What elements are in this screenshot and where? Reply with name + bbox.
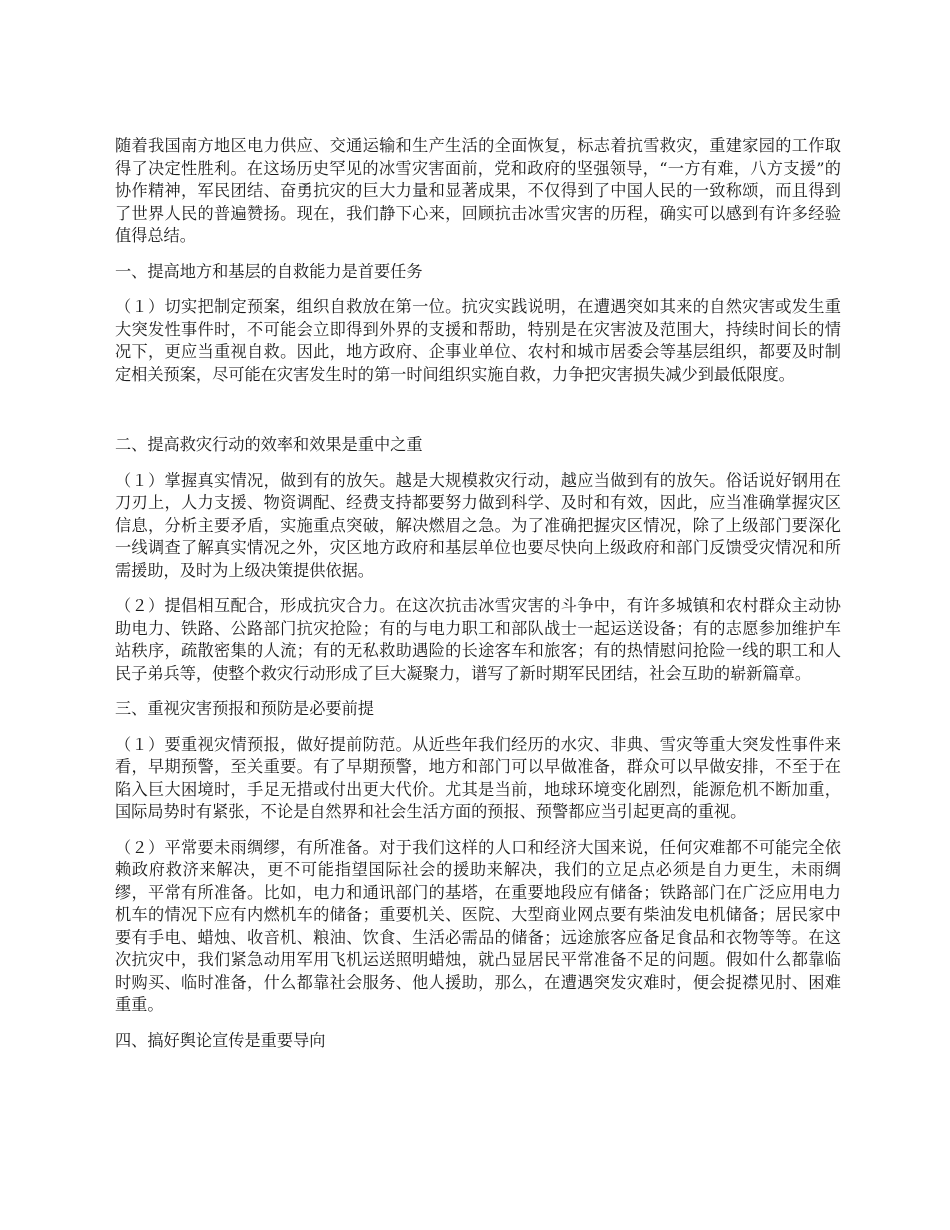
section-2-paragraph-1: （１）掌握真实情况，做到有的放矢。越是大规模救灾行动，越应当做到有的放矢。俗话说好钢用在刀刃上，人力支援、物资调配、经费支持都要努力做到科学、及时和有效，因此，应当准确掌握灾区信息，分析主要矛盾，实施重点突破，解决燃眉之急。为了准确把握灾区情况，除了上级部门要深化一线调查了解真实情况之外，灾区地方政府和基层单位也要尽快向上级政府和部门反馈受灾情况和所需援助，及时为上级决策提供依据。: [115, 470, 841, 580]
section-heading-1: 一、提高地方和基层的自救能力是首要任务: [115, 261, 423, 281]
section-2-paragraph-2: （２）提倡相互配合，形成抗灾合力。在这次抗击冰雪灾害的斗争中，有许多城镇和农村群众主动协助电力、铁路、公路部门抗灾抢险；有的与电力职工和部队战士一起运送设备；有的志愿参加维护车站秩序，疏散密集的人流；有的无私救助遇险的长途客车和旅客；有的热情慰问抢险一线的职工和人民子弟兵等，使整个救灾行动形成了巨大凝聚力，谱写了新时期军民团结，社会互助的崭新篇章。: [115, 596, 841, 683]
intro-paragraph: 随着我国南方地区电力供应、交通运输和生产生活的全面恢复，标志着抗雪救灾，重建家园的工作取得了决定性胜利。在这场历史罕见的冰雪灾害面前，党和政府的坚强领导，“一方有难，八方支援”的协作精神，军民团结、奋勇抗灾的巨大力量和显著成果，不仅得到了中国人民的一致称颂，而且得到了世界人民的普遍赞扬。现在，我们静下心来，回顾抗击冰雪灾害的历程，确实可以感到有许多经验值得总结。: [115, 136, 841, 245]
document-body: [115, 135, 841, 1065]
section-heading-3: 三、重视灾害预报和预防是必要前提: [115, 699, 374, 718]
section-1-paragraph-1: （１）切实把制定预案，组织自救放在第一位。抗灾实践说明，在遭遇突如其来的自然灾害或发生重大突发性事件时，不可能会立即得到外界的支援和帮助，特别是在灾害波及范围大，持续时间长的情况下，更应当重视自救。因此，地方政府、企事业单位、农村和城市居委会等基层组织，都要及时制定相关预案，尽可能在灾害发生时的第一时间组织实施自救，力争把灾害损失减少到最低限度。: [115, 297, 841, 384]
section-3-paragraph-2: （２）平常要未雨绸缪，有所准备。对于我们这样的人口和经济大国来说，任何灾难都不可能完全依赖政府救济来解决，更不可能指望国际社会的援助来解决，我们的立足点必须是自力更生，未雨绸缪，平常有所准备。比如，电力和通讯部门的基塔，在重要地段应有储备；铁路部门在广泛应用电力机车的情况下应有内燃机车的储备；重要机关、医院、大型商业网点要有柴油发电机储备；居民家中要有手电、蜡烛、收音机、粮油、饮食、生活必需品的储备；远途旅客应备足食品和衣物等等。在这次抗灾中，我们紧急动用军用飞机运送照明蜡烛，就凸显居民平常准备不足的问题。假如什么都靠临时购买、临时准备，什么都靠社会服务、他人援助，那么，在遭遇突发灾难时，便会捉襟见肘、困难重重。: [115, 837, 841, 1014]
section-3-paragraph-1: （１）要重视灾情预报，做好提前防范。从近些年我们经历的水灾、非典、雪灾等重大突发性事件来看，早期预警，至关重要。有了早期预警，地方和部门可以早做准备，群众可以早做安排，不至于在陷入巨大困境时，手足无措或付出更大代价。尤其是当前，地球环境变化剧烈，能源危机不断加重，国际局势时有紧张，不论是自然界和社会生活方面的预报、预警都应当引起更高的重视。: [115, 734, 841, 821]
section-heading-4: 四、搞好舆论宣传是重要导向: [115, 1030, 326, 1050]
section-heading-2: 二、提高救灾行动的效率和效果是重中之重: [115, 435, 423, 454]
blank-spacer: [115, 399, 841, 434]
